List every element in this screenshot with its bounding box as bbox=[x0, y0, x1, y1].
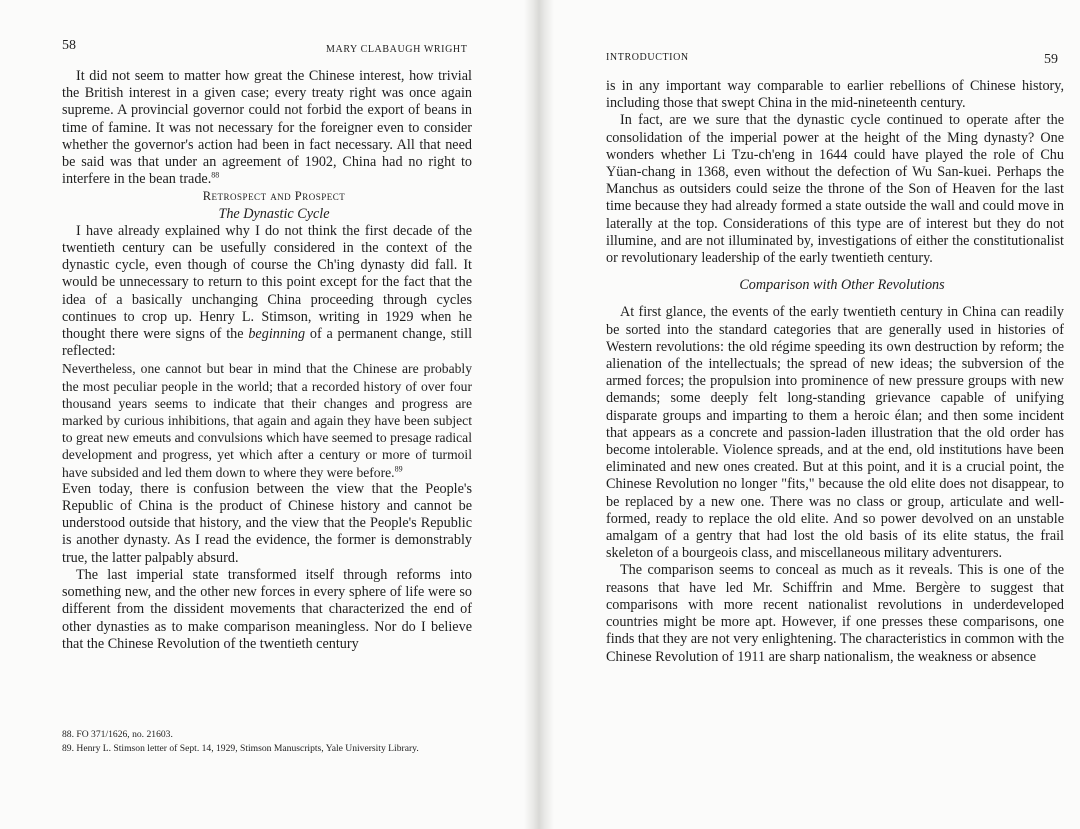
book-gutter bbox=[524, 0, 554, 829]
running-head: INTRODUCTION bbox=[606, 52, 689, 63]
left-page bbox=[0, 0, 524, 829]
paragraph: In fact, are we sure that the dynastic cycle continued to operate after the consolidation of the imperial power at the height of the Ming dynasty? One wonders whether Li Tzu-ch'eng in 1644 could have played the role of Chu Yüan-chang in 1368, even without the defection of Wu San-kuei. Perhaps the Manchus as outsiders could seize the throne of the Son of Heaven for the last time because they had already formed a state outside the wall and could move in laterally at the top. Considerations of this type are of interest but they do not illumine, and are not illuminated by, investigations of either the constitutionalist or revolutionary leadership of the early twentieth century. bbox=[606, 112, 1064, 267]
paragraph: The comparison seems to conceal as much as it reveals. This is one of the reasons that have led Mr. Schiffrin and Mme. Bergère to suggest that comparisons with more recent nationalist revolutions in underdeveloped countries might be more apt. However, if one presses these comparisons, one finds that they are not very enlightening. The characteristics in common with the Chinese Revolution of 1911 are sharp nationalism, the weakness or absence bbox=[606, 562, 1064, 665]
section-heading: Retrospect and Prospect bbox=[202, 189, 346, 204]
paragraph: It did not seem to matter how great the Chinese interest, how trivial the British interest in a given case; every treaty right was once again supreme. A provincial governor could not forbid the export of beans in time of famine. It was not necessary for the foreigner even to consider whether the governor's action had been in fact necessary. All that need be said was that under an agreement of 1902, China had no right to interfere in the bean trade.$^{88}$ bbox=[62, 68, 472, 188]
paragraph: is in any important way comparable to earlier rebellions of Chinese history, including those that swept China in the mid-nineteenth century. bbox=[606, 78, 1064, 112]
footnote-ref: 89 bbox=[394, 464, 403, 474]
footnotes bbox=[62, 728, 472, 756]
paragraph: At first glance, the events of the early twentieth century in China can readily be sorted into the standard categories that are generally used in histories of Western revolutions: the old régime speeding its own destruction by reform; the alienation of the intellectuals; the spread of new ideas; the subversion of the armed forces; the propulsion into prominence of new pressure groups with new demands; some deeply felt long-standing grievance capable of unifying disparate groups and imparting to them a heroic élan; and then some incident that appears as a concrete and passion-laden illustration that the old order has become intolerable. Violence spreads, and at the end, old institutions have been eliminated and new ones created. But at this point, and it is a crucial point, the Chinese Revolution no longer "fits," because the old elite does not disappear, to be replaced by a new one. There was no class or group, articulate and well-formed, ready to replace the old elite. And so power devolved on an unstable amalgam of a gentry that had lost the old basis of its elite status, the frail skeleton of a bourgeois class, and miscellaneous military adventurers. bbox=[606, 304, 1064, 562]
left-body-text bbox=[62, 68, 472, 653]
running-head: MARY CLABAUGH WRIGHT bbox=[326, 44, 468, 55]
right-page bbox=[554, 0, 1080, 829]
paragraph: I have already explained why I do not think the first decade of the twentieth century can be usefully considered in the context of the dynastic cycle, even though of course the Ch'ing dynasty did fall. It would be unnecessary to return to this point except for the fact that the idea of a basically unchanging China proceeding through cycles continues to crop up. Henry L. Stimson, writing in 1929 when he thought there were signs of the beginning of a permanent change, still reflected: bbox=[62, 222, 473, 360]
paragraph: The last imperial state transformed itself through reforms into something new, and the other new forces in every sphere of life were so different from the dissident movements that characterized the end of other dynasties as to make comparison meaningless. Nor do I believe that the Chinese Revolution of the twentieth century bbox=[62, 566, 472, 652]
page-number: 58 bbox=[62, 38, 76, 53]
page-number: 59 bbox=[1044, 52, 1058, 67]
paragraph: Even today, there is confusion between the view that the People's Republic of China is the product of Chinese history and cannot be understood outside that history, and the view that the People's Republic is another dynasty. As I read the evidence, the former is demonstrably true, the latter palpably absurd. bbox=[62, 480, 472, 566]
subsection-heading: Comparison with Other Revolutions bbox=[739, 277, 945, 294]
right-body-text bbox=[606, 78, 1064, 666]
subsection-heading: The Dynastic Cycle bbox=[218, 205, 330, 222]
footnote: 88. FO 371/1626, no. 21603. bbox=[62, 729, 173, 740]
footnote-ref: 88 bbox=[211, 170, 220, 180]
footnote: 89. Henry L. Stimson letter of Sept. 14, 1929, Stimson Manuscripts, Yale University Library. bbox=[62, 743, 419, 754]
block-quote: Nevertheless, one cannot but bear in mind that the Chinese are probably the most peculiar people in the world; that a recorded history of over four thousand years seems to indicate that their changes and progress are marked by curious inhibitions, that again and again they have been subject to great new emeuts and convulsions which have seemed to presage radical development and progress, yet which after a century or more of turmoil have subsided and led them down to where they were before.$^{89}$ bbox=[62, 361, 472, 480]
